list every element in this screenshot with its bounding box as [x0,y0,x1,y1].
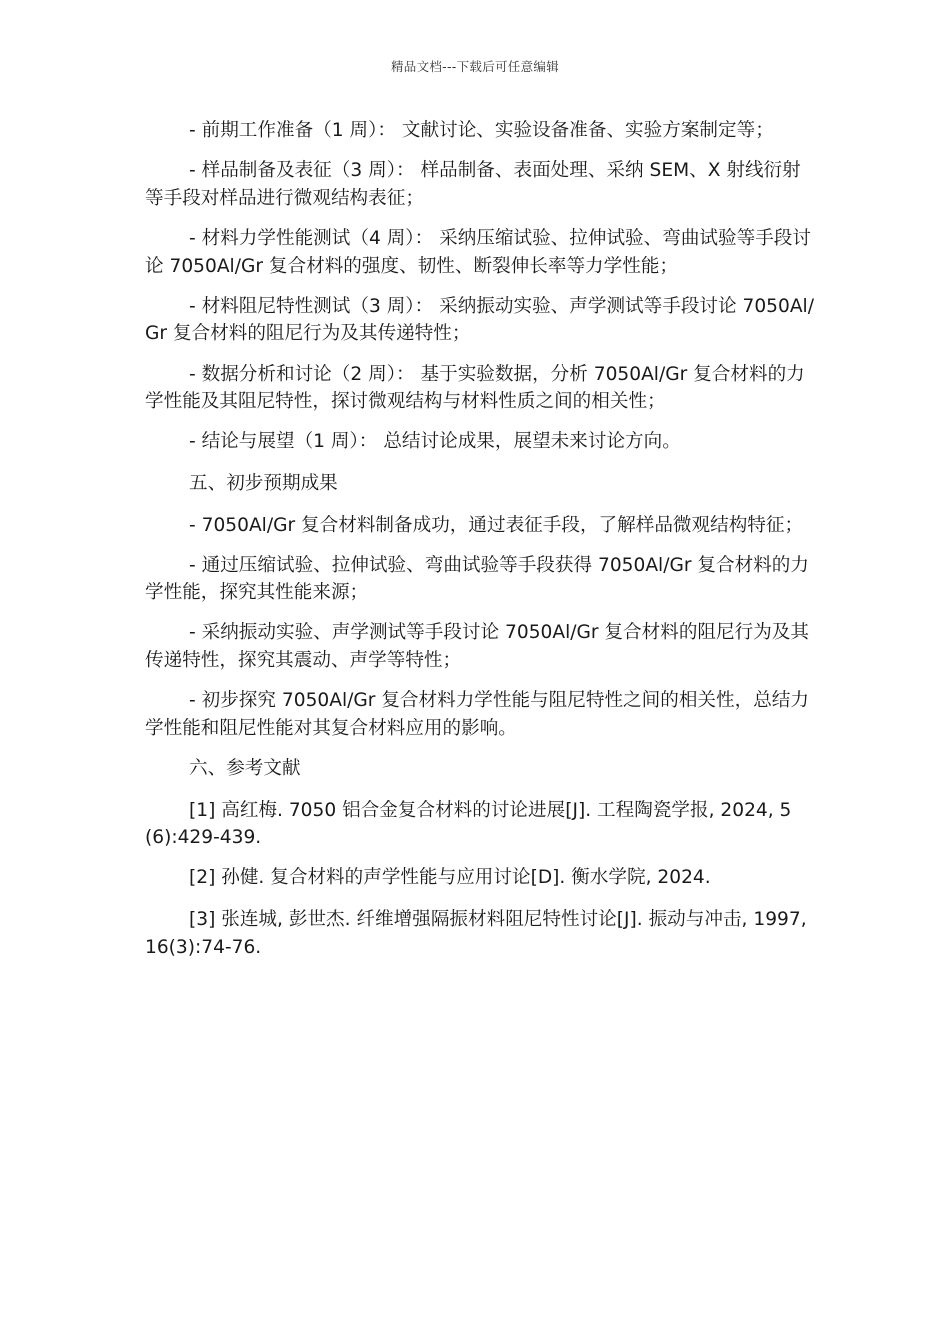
reference-item: [1] 高红梅. 7050 铝合金复合材料的讨论进展[J]. 工程陶瓷学报, 2024, 5(6):429-439. [145,799,792,849]
plan-item-mechanical-testing: - 材料力学性能测试（4 周）： 采纳压缩试验、拉伸试验、弯曲试验等手段讨论 7050Al/Gr 复合材料的强度、韧性、断裂伸长率等力学性能； [145,227,811,277]
reference-item: [2] 孙健. 复合材料的声学性能与应用讨论[D]. 衡水学院, 2024. [189,867,711,889]
plan-item-sample-preparation: - 样品制备及表征（3 周）： 样品制备、表面处理、采纳 SEM、X 射线衍射等手段对样品进行微观结构表征； [145,160,801,209]
page-header: 精品文档---下载后可任意编辑 [390,59,560,74]
reference-item: [3] 张连城, 彭世杰. 纤维增强隔振材料阻尼特性讨论[J]. 振动与冲击, 1997, 16(3):74-76. [145,909,807,958]
document-body [145,117,815,974]
plan-item-data-analysis: - 数据分析和讨论（2 周）： 基于实验数据，分析 7050Al/Gr 复合材料的力学性能及其阻尼特性，探讨微观结构与材料性质之间的相关性； [145,363,805,413]
expected-result-item: - 通过压缩试验、拉伸试验、弯曲试验等手段获得 7050Al/Gr 复合材料的力学性能，探究其性能来源； [145,554,809,604]
plan-item-preparation: - 前期工作准备（1 周）： 文献讨论、实验设备准备、实验方案制定等； [189,120,774,141]
expected-result-item: - 采纳振动实验、声学测试等手段讨论 7050Al/Gr 复合材料的阻尼行为及其传递特性，探究其震动、声学等特性； [145,622,809,672]
section-heading-expected-results: 五、初步预期成果 [189,472,338,494]
section-heading-references: 六、参考文献 [189,758,301,780]
plan-item-conclusion: - 结论与展望（1 周）： 总结讨论成果，展望未来讨论方向。 [189,431,681,453]
expected-result-item: - 7050Al/Gr 复合材料制备成功，通过表征手段，了解样品微观结构特征； [189,514,804,536]
plan-item-damping-testing: - 材料阻尼特性测试（3 周）： 采纳振动实验、声学测试等手段讨论 7050Al/Gr 复合材料的阻尼行为及其传递特性； [145,295,814,345]
expected-result-item: - 初步探究 7050Al/Gr 复合材料力学性能与阻尼特性之间的相关性，总结力学性能和阻尼性能对其复合材料应用的影响。 [145,690,809,739]
